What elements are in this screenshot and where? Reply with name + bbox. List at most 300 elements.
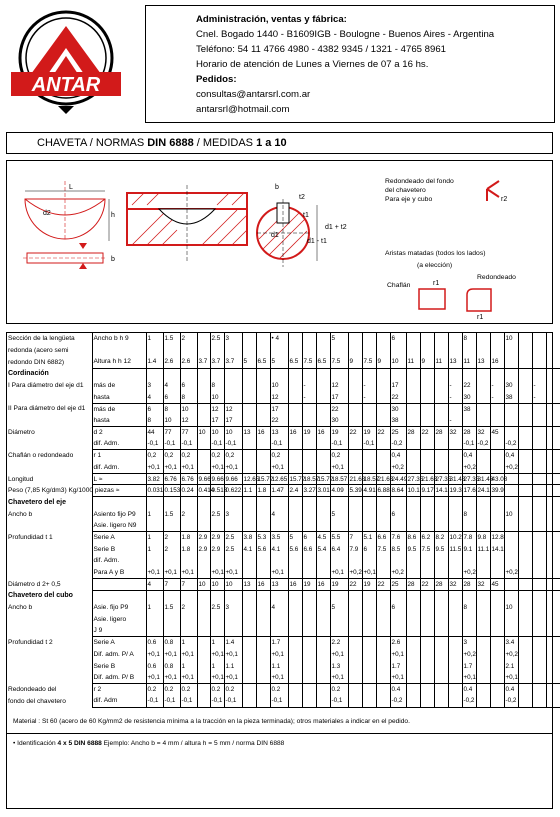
table-cell: [242, 450, 256, 462]
table-cell: [288, 660, 302, 672]
table-cell: [224, 625, 242, 637]
table-cell: [434, 438, 448, 450]
table-cell: 3.4: [504, 637, 518, 649]
table-cell: 1.4: [224, 637, 242, 649]
note-redondeado-3: Para eje y cubo: [385, 196, 433, 203]
table-cell: [163, 590, 180, 602]
table-cell: 6: [390, 508, 406, 520]
table-cell: [406, 508, 420, 520]
table-cell: [288, 508, 302, 520]
table-cell: 19: [362, 427, 376, 439]
table-cell: [434, 590, 448, 602]
table-cell: [532, 462, 546, 474]
table-cell: [163, 368, 180, 380]
table-cell: [180, 368, 197, 380]
table-cell: 45: [490, 578, 504, 590]
table-cell: [476, 391, 490, 403]
label-t1: t1: [303, 212, 309, 219]
table-cell: 10: [224, 578, 242, 590]
table-cell: 16: [490, 356, 504, 368]
table-cell: +0,1: [163, 567, 180, 579]
table-cell: 10: [197, 578, 210, 590]
row-label: Chavetero del cubo: [8, 592, 73, 600]
table-cell: [518, 578, 532, 590]
table-cell: [434, 520, 448, 532]
table-cell: [406, 450, 420, 462]
row-sublabel: hasta: [92, 415, 146, 427]
table-cell: [242, 508, 256, 520]
table-cell: 10.1: [406, 485, 420, 497]
table-cell: [302, 438, 316, 450]
table-cell: [348, 380, 362, 392]
table-cell: [532, 415, 546, 427]
row-label: [7, 614, 92, 626]
row-label: Chavetero del eje: [8, 498, 66, 506]
table-cell: 8.2: [434, 532, 448, 544]
table-cell: 0,2: [163, 450, 180, 462]
table-cell: [504, 614, 518, 626]
table-cell: [376, 333, 390, 345]
table-cell: [434, 403, 448, 415]
table-row: [7, 684, 560, 696]
table-cell: [546, 660, 560, 672]
table-cell: [242, 625, 256, 637]
table-cell: 9: [376, 356, 390, 368]
table-cell: [546, 450, 560, 462]
table-cell: [434, 660, 448, 672]
row-label: [7, 555, 92, 567]
table-cell: 4: [163, 380, 180, 392]
table-cell: [434, 649, 448, 661]
table-cell: [420, 649, 434, 661]
table-cell: 1.8: [180, 543, 197, 555]
table-cell: [146, 497, 163, 509]
table-cell: [518, 555, 532, 567]
table-cell: [490, 508, 504, 520]
table-cell: 12: [270, 391, 288, 403]
table-cell: 21.63: [348, 473, 362, 485]
table-cell: [197, 555, 210, 567]
table-cell: [256, 660, 270, 672]
table-cell: 8: [163, 403, 180, 415]
table-cell: [242, 391, 256, 403]
table-row: [7, 380, 560, 392]
table-cell: [270, 614, 288, 626]
table-cell: 19: [330, 578, 348, 590]
table-cell: [546, 532, 560, 544]
table-cell: [434, 368, 448, 380]
table-cell: [434, 672, 448, 684]
table-cell: [163, 520, 180, 532]
table-cell: [406, 590, 420, 602]
table-cell: 9: [348, 356, 362, 368]
row-label: Longitud: [8, 475, 34, 483]
table-row: [7, 590, 560, 602]
table-cell: [546, 543, 560, 555]
table-cell: [362, 660, 376, 672]
table-cell: [532, 672, 546, 684]
table-cell: 30: [390, 403, 406, 415]
table-cell: [518, 614, 532, 626]
table-cell: 10: [210, 391, 224, 403]
table-cell: [448, 403, 462, 415]
table-cell: [546, 672, 560, 684]
table-cell: [490, 660, 504, 672]
table-cell: [242, 567, 256, 579]
table-cell: [330, 497, 348, 509]
table-cell: 32: [448, 427, 462, 439]
table-cell: [256, 649, 270, 661]
note-redondeado-2: del chavetero: [385, 187, 426, 194]
table-cell: 77: [163, 427, 180, 439]
table-cell: [518, 391, 532, 403]
table-cell: [518, 462, 532, 474]
row-sublabel: Dif. adm. P/ A: [92, 649, 146, 661]
table-cell: [362, 345, 376, 357]
table-cell: 10: [210, 578, 224, 590]
table-cell: [532, 660, 546, 672]
table-cell: 1: [210, 637, 224, 649]
table-cell: [406, 333, 420, 345]
table-cell: +0,1: [270, 672, 288, 684]
table-cell: [256, 695, 270, 707]
table-cell: [448, 508, 462, 520]
table-cell: 0.4: [504, 684, 518, 696]
table-cell: [362, 672, 376, 684]
table-cell: [476, 508, 490, 520]
table-cell: [242, 637, 256, 649]
table-cell: 22: [348, 578, 362, 590]
table-cell: [546, 520, 560, 532]
table-row: [7, 508, 560, 520]
table-cell: [390, 590, 406, 602]
table-cell: -0,2: [462, 695, 476, 707]
table-cell: [242, 415, 256, 427]
table-cell: 22: [376, 578, 390, 590]
table-cell: 15.72: [288, 473, 302, 485]
table-cell: 1: [146, 543, 163, 555]
table-cell: [376, 614, 390, 626]
table-cell: [406, 403, 420, 415]
table-cell: 8: [462, 508, 476, 520]
table-cell: 38: [504, 391, 518, 403]
table-cell: [316, 333, 330, 345]
table-cell: [302, 508, 316, 520]
row-sublabel: [92, 497, 146, 509]
table-cell: [256, 684, 270, 696]
row-sublabel: Serie A: [92, 532, 146, 544]
table-cell: [504, 625, 518, 637]
table-cell: 0,4: [390, 450, 406, 462]
table-cell: +0,2: [462, 567, 476, 579]
table-cell: 8: [146, 415, 163, 427]
table-cell: -: [362, 391, 376, 403]
table-cell: [532, 532, 546, 544]
contact-line: consultas@antarsrl.com.ar: [196, 89, 311, 100]
table-cell: 5: [330, 602, 348, 614]
table-cell: [462, 368, 476, 380]
table-cell: -0,1: [362, 438, 376, 450]
table-cell: [146, 345, 163, 357]
table-cell: [546, 403, 560, 415]
table-cell: [532, 614, 546, 626]
table-cell: [163, 625, 180, 637]
table-row: [7, 438, 560, 450]
table-cell: 10: [210, 427, 224, 439]
table-cell: 19: [330, 427, 348, 439]
table-cell: [348, 695, 362, 707]
table-cell: [406, 462, 420, 474]
table-cell: [242, 497, 256, 509]
row-label: redondo DIN 6882): [8, 358, 65, 366]
table-cell: [288, 380, 302, 392]
table-cell: [406, 625, 420, 637]
table-cell: [210, 497, 224, 509]
table-cell: [197, 567, 210, 579]
table-cell: -0,1: [210, 438, 224, 450]
table-cell: [316, 508, 330, 520]
table-cell: +0,1: [270, 462, 288, 474]
table-cell: [224, 590, 242, 602]
table-cell: 13: [270, 427, 288, 439]
table-cell: [546, 415, 560, 427]
row-sublabel: Asie. ligero: [92, 614, 146, 626]
table-cell: 0.518: [210, 485, 224, 497]
table-cell: 9.66: [197, 473, 210, 485]
label-r1-b: r1: [477, 314, 484, 321]
table-cell: 2: [180, 508, 197, 520]
table-cell: 9.8: [476, 532, 490, 544]
table-row: [7, 427, 560, 439]
table-cell: -0,1: [180, 438, 197, 450]
table-cell: [348, 345, 362, 357]
label-b: b: [111, 256, 115, 263]
table-cell: [242, 695, 256, 707]
table-cell: [302, 660, 316, 672]
table-cell: +0,1: [210, 567, 224, 579]
table-cell: [448, 567, 462, 579]
table-cell: 7: [180, 578, 197, 590]
table-cell: [532, 602, 546, 614]
row-label: Cordinación: [8, 370, 49, 378]
table-cell: [406, 345, 420, 357]
table-cell: [163, 555, 180, 567]
table-cell: [146, 368, 163, 380]
table-cell: [448, 614, 462, 626]
row-label: Sección de la lengüeta: [8, 335, 75, 343]
table-cell: [376, 660, 390, 672]
table-cell: [476, 637, 490, 649]
table-cell: [546, 356, 560, 368]
table-cell: [448, 462, 462, 474]
table-cell: 4: [146, 391, 163, 403]
table-cell: 12.8: [490, 532, 504, 544]
table-cell: [302, 590, 316, 602]
row-label: redonda (acero semi: [8, 347, 69, 355]
table-cell: [270, 368, 288, 380]
table-cell: 38: [390, 415, 406, 427]
table-cell: 8: [462, 602, 476, 614]
table-cell: [434, 555, 448, 567]
table-cell: [490, 684, 504, 696]
table-cell: [224, 368, 242, 380]
table-cell: [518, 427, 532, 439]
table-cell: 28: [406, 578, 420, 590]
table-cell: [504, 520, 518, 532]
label-d1t1: d1 - t1: [307, 238, 327, 245]
table-cell: [420, 368, 434, 380]
table-cell: [288, 590, 302, 602]
table-row: [7, 625, 560, 637]
table-cell: 8: [462, 333, 476, 345]
table-row: [7, 391, 560, 403]
table-cell: [302, 450, 316, 462]
table-cell: 9.1: [462, 543, 476, 555]
table-cell: [362, 403, 376, 415]
table-cell: [288, 672, 302, 684]
table-cell: [448, 649, 462, 661]
table-cell: 1: [210, 660, 224, 672]
table-cell: [490, 672, 504, 684]
table-cell: [406, 368, 420, 380]
table-cell: [476, 368, 490, 380]
table-cell: 6.76: [180, 473, 197, 485]
table-cell: [476, 684, 490, 696]
table-row: [7, 649, 560, 661]
table-cell: 11.1: [476, 543, 490, 555]
table-cell: 0.2: [330, 684, 348, 696]
table-cell: [316, 438, 330, 450]
table-cell: [197, 649, 210, 661]
table-cell: 10: [270, 380, 288, 392]
table-cell: [330, 345, 348, 357]
table-cell: -0,1: [270, 695, 288, 707]
table-cell: [376, 590, 390, 602]
table-cell: [546, 485, 560, 497]
table-cell: 28: [462, 427, 476, 439]
table-cell: [490, 345, 504, 357]
header: [0, 0, 560, 125]
table-cell: 0.031: [146, 485, 163, 497]
row-label: [7, 462, 92, 474]
table-cell: +0,1: [180, 672, 197, 684]
table-cell: 3.7: [197, 356, 210, 368]
table-cell: [504, 415, 518, 427]
table-cell: [406, 614, 420, 626]
table-cell: [270, 555, 288, 567]
table-cell: [242, 345, 256, 357]
table-cell: [420, 520, 434, 532]
row-sublabel: [92, 345, 146, 357]
table-cell: [210, 625, 224, 637]
table-cell: 0.24: [180, 485, 197, 497]
table-cell: [406, 380, 420, 392]
table-cell: [532, 590, 546, 602]
table-cell: 16: [316, 427, 330, 439]
table-cell: 22: [348, 427, 362, 439]
table-cell: [504, 497, 518, 509]
table-cell: [197, 368, 210, 380]
table-cell: [362, 508, 376, 520]
table-cell: [362, 415, 376, 427]
table-cell: 31.43: [476, 473, 490, 485]
table-cell: [242, 684, 256, 696]
table-cell: [546, 333, 560, 345]
table-cell: [420, 333, 434, 345]
table-cell: [420, 695, 434, 707]
row-sublabel: L ≈: [92, 473, 146, 485]
table-cell: [210, 614, 224, 626]
table-cell: [532, 368, 546, 380]
row-sublabel: más de: [92, 403, 146, 415]
table-cell: [406, 684, 420, 696]
table-cell: +0,1: [163, 462, 180, 474]
table-cell: [302, 567, 316, 579]
table-cell: [518, 508, 532, 520]
table-cell: [546, 602, 560, 614]
table-cell: 32: [476, 578, 490, 590]
table-cell: [376, 403, 390, 415]
row-sublabel: dif. Adm.: [92, 555, 146, 567]
table-cell: +0,2: [504, 649, 518, 661]
table-cell: 10.2: [448, 532, 462, 544]
table-cell: 21.63: [376, 473, 390, 485]
table-cell: [210, 555, 224, 567]
contact-line: antarsrl@hotmail.com: [196, 104, 290, 115]
table-cell: 10: [197, 427, 210, 439]
table-cell: [256, 497, 270, 509]
table-row: [7, 356, 560, 368]
table-cell: [448, 333, 462, 345]
table-cell: [434, 567, 448, 579]
table-cell: [420, 403, 434, 415]
table-cell: [518, 333, 532, 345]
table-cell: 0.153: [163, 485, 180, 497]
table-cell: 7.5: [330, 356, 348, 368]
table-cell: +0,1: [270, 567, 288, 579]
table-cell: • 4: [270, 333, 288, 345]
table-cell: [256, 391, 270, 403]
table-cell: [348, 438, 362, 450]
table-cell: [288, 391, 302, 403]
table-cell: 10: [163, 415, 180, 427]
table-cell: [406, 649, 420, 661]
table-cell: [146, 625, 163, 637]
table-cell: [163, 497, 180, 509]
table-cell: [302, 614, 316, 626]
table-cell: [242, 672, 256, 684]
table-cell: [518, 660, 532, 672]
table-cell: [256, 637, 270, 649]
table-cell: 8: [210, 380, 224, 392]
table-cell: 10: [504, 508, 518, 520]
table-cell: [462, 520, 476, 532]
table-cell: 6.5: [288, 356, 302, 368]
table-cell: 4.1: [242, 543, 256, 555]
table-cell: 6.6: [376, 532, 390, 544]
table-cell: [390, 625, 406, 637]
table-cell: [348, 555, 362, 567]
table-cell: [546, 497, 560, 509]
table-cell: [362, 614, 376, 626]
specs-table-container: [6, 332, 553, 809]
table-cell: 18.57: [330, 473, 348, 485]
table-cell: 10: [504, 333, 518, 345]
table-cell: [224, 555, 242, 567]
table-cell: [420, 415, 434, 427]
table-cell: [376, 380, 390, 392]
table-cell: -0,2: [390, 438, 406, 450]
